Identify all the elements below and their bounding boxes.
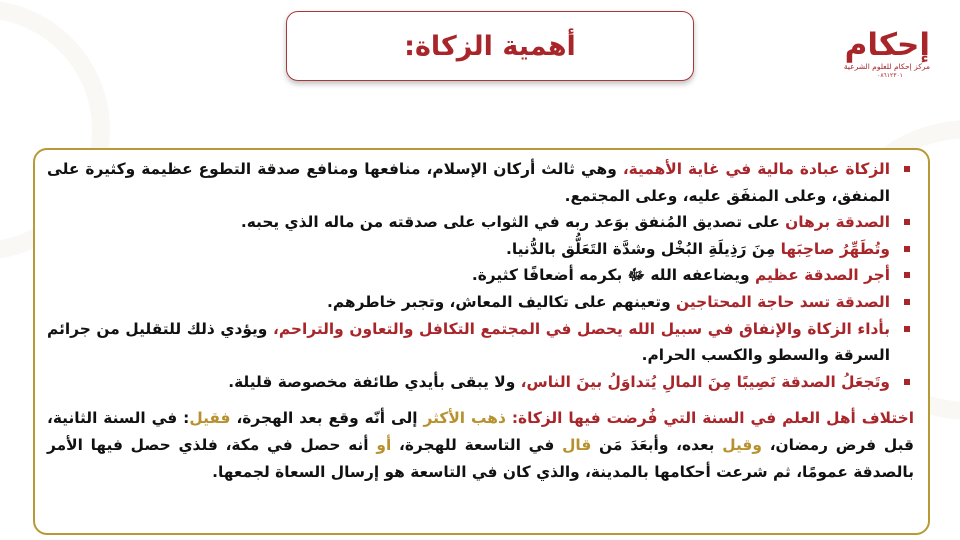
bullet-highlight: وتَجعَلُ الصدقة نَصِيبًا مِنَ المالِ يُتداوَلُ بينَ الناس، xyxy=(520,372,890,391)
bullet-text: ولا يبقى بأيدي طائفة مخصوصة قليلة. xyxy=(228,372,521,391)
bullet-text: ويؤدي ذلك للتقليل من جرائم السرقة والسطو والكسب الحرام. xyxy=(47,319,890,365)
paragraph-text: أنه حصل في مكة، فلذي حصل فيها الأمر بالصدقة عمومًا، ثم شرعت أحكامها بالمدينة، والذي كان في التاسعة هو إرسال السعاة لجمعها. xyxy=(47,435,914,481)
logo-subtitle: مركز إحكام للعلوم الشرعية xyxy=(843,62,930,71)
paragraph-text: : في السنة الثانية، قبل فرض رمضان، xyxy=(47,409,915,454)
bullet-item xyxy=(47,369,914,396)
title-box xyxy=(286,11,694,81)
bullet-item xyxy=(47,236,914,263)
bullet-text: وتعينهم على تكاليف المعاش، وتجبر خاطرهم. xyxy=(327,292,677,311)
scholars-paragraph xyxy=(47,405,914,485)
content-box xyxy=(33,148,930,535)
logo-number: ٠٨٦١٢٣٠١ xyxy=(877,72,903,79)
opinion-label: ذهب الأكثر xyxy=(423,409,512,428)
paragraph-text: في التاسعة للهجرة، xyxy=(391,435,563,454)
paragraph-lead: اختلاف أهل العلم في السنة التي فُرضت فيها الزكاة: xyxy=(511,409,914,428)
bullet-highlight: وتُطَهِّرُ صاحِبَها xyxy=(780,239,890,258)
bullet-item xyxy=(47,209,914,236)
bullet-text: مِنَ رَذِيلَةِ البُخْل وشدَّة التَعَلُّق بالدُّنيا. xyxy=(505,239,781,258)
page-title: أهمية الزكاة: xyxy=(404,30,576,62)
bullet-item xyxy=(47,316,914,369)
paragraph-text: بعده، وأبعَدَ مَن xyxy=(591,435,723,454)
logo xyxy=(843,27,930,94)
bullet-highlight: الصدقة برهان xyxy=(785,213,890,232)
bullet-text: ويضاعفه الله ﷻ بكرمه أضعافًا كثيرة. xyxy=(471,266,755,285)
bullet-list xyxy=(47,156,914,395)
opinion-label: فقيل xyxy=(189,409,231,428)
paragraph-text: إلى أنّه وقع بعد الهجرة، xyxy=(230,409,424,428)
bullet-highlight: بأداء الزكاة والإنفاق في سبيل الله يحصل في المجتمع التكافل والتعاون والتراحم، xyxy=(272,319,890,338)
bullet-item xyxy=(47,262,914,289)
bullet-highlight: أجر الصدقة عظيم xyxy=(754,266,890,285)
opinion-label: قال xyxy=(562,435,592,454)
bullet-text: وهي ثالث أركان الإسلام، منافعها ومنافع صدقة التطوع عظيمة وكثيرة على المنفق، وعلى المنفَق عليه، وعلى المجتمع. xyxy=(47,160,890,205)
bullet-item xyxy=(47,289,914,316)
bullet-text: على تصديق المُنفق بوَعد ربه في الثواب على صدقته من ماله الذي يحبه. xyxy=(240,213,786,232)
opinion-label: أو xyxy=(376,435,392,454)
opinion-label: وقيل xyxy=(722,435,762,454)
logo-mark: إحكام xyxy=(844,27,930,63)
bullet-highlight: الزكاة عبادة مالية في غاية الأهمية، xyxy=(622,160,890,178)
bullet-item xyxy=(47,156,914,209)
bullet-highlight: الصدقة تسد حاجة المحتاجين xyxy=(676,292,890,311)
